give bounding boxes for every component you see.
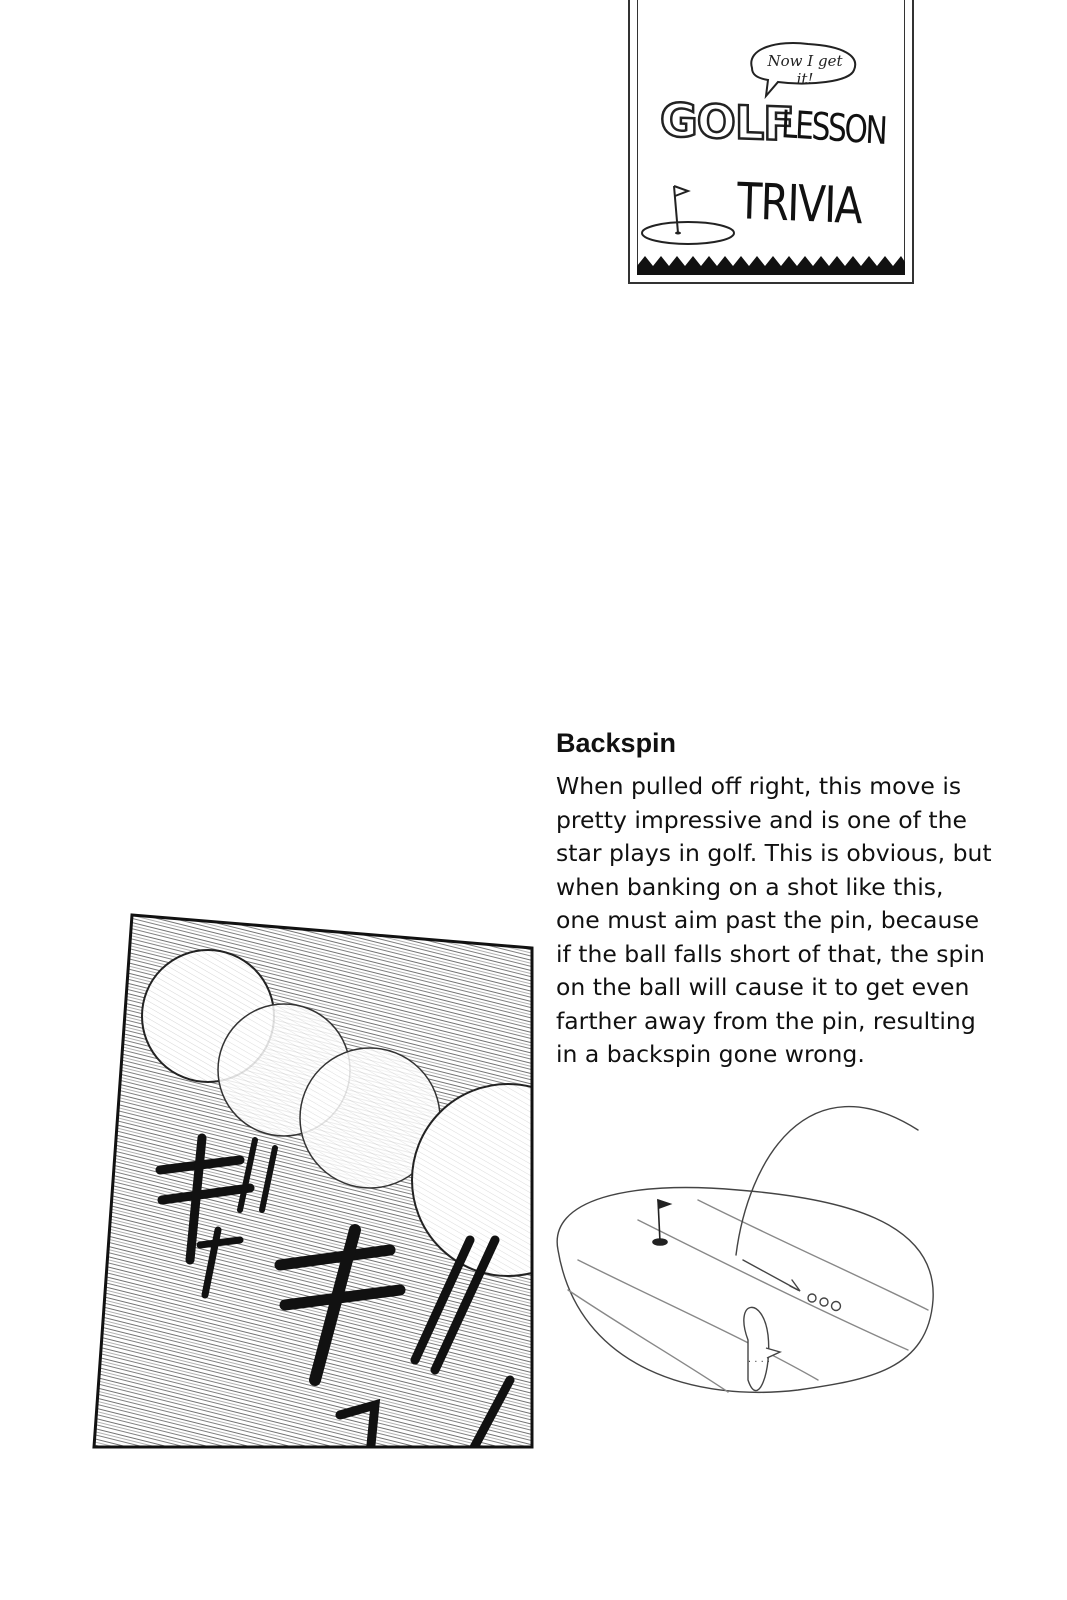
- putting-green-outline: [557, 1188, 933, 1393]
- small-speech-bubble-icon: [744, 1307, 769, 1390]
- backspin-sketch: [548, 1080, 948, 1420]
- small-speech-bubble-text: · · · ·: [747, 1357, 771, 1368]
- trivia-heading: Backspin: [556, 728, 677, 758]
- title-trivia: TRIVIA: [736, 172, 862, 236]
- golf-flag-icon: [642, 186, 734, 244]
- title-lesson: LESSON: [780, 102, 887, 153]
- zigzag-border-decoration: [637, 256, 905, 275]
- title-golf: GOLF: [660, 92, 794, 152]
- ball-flight-arc: [736, 1107, 918, 1255]
- sound-effect-text: キャ: [90, 910, 92, 911]
- speech-bubble-text: Now I get it!: [767, 52, 843, 88]
- manga-panel: [90, 910, 550, 1455]
- trivia-body: When pulled off right, this move is pretty impressive and is one of the star plays in golf. This is obvious, but when banking on a shot like this, one must aim past the pin, because if the ball falls short of that, the spin on the ball will cause it to get even farther away from the pin, resulting in a backspin gone wrong.: [556, 772, 992, 1068]
- pin-flag-icon: [653, 1200, 670, 1245]
